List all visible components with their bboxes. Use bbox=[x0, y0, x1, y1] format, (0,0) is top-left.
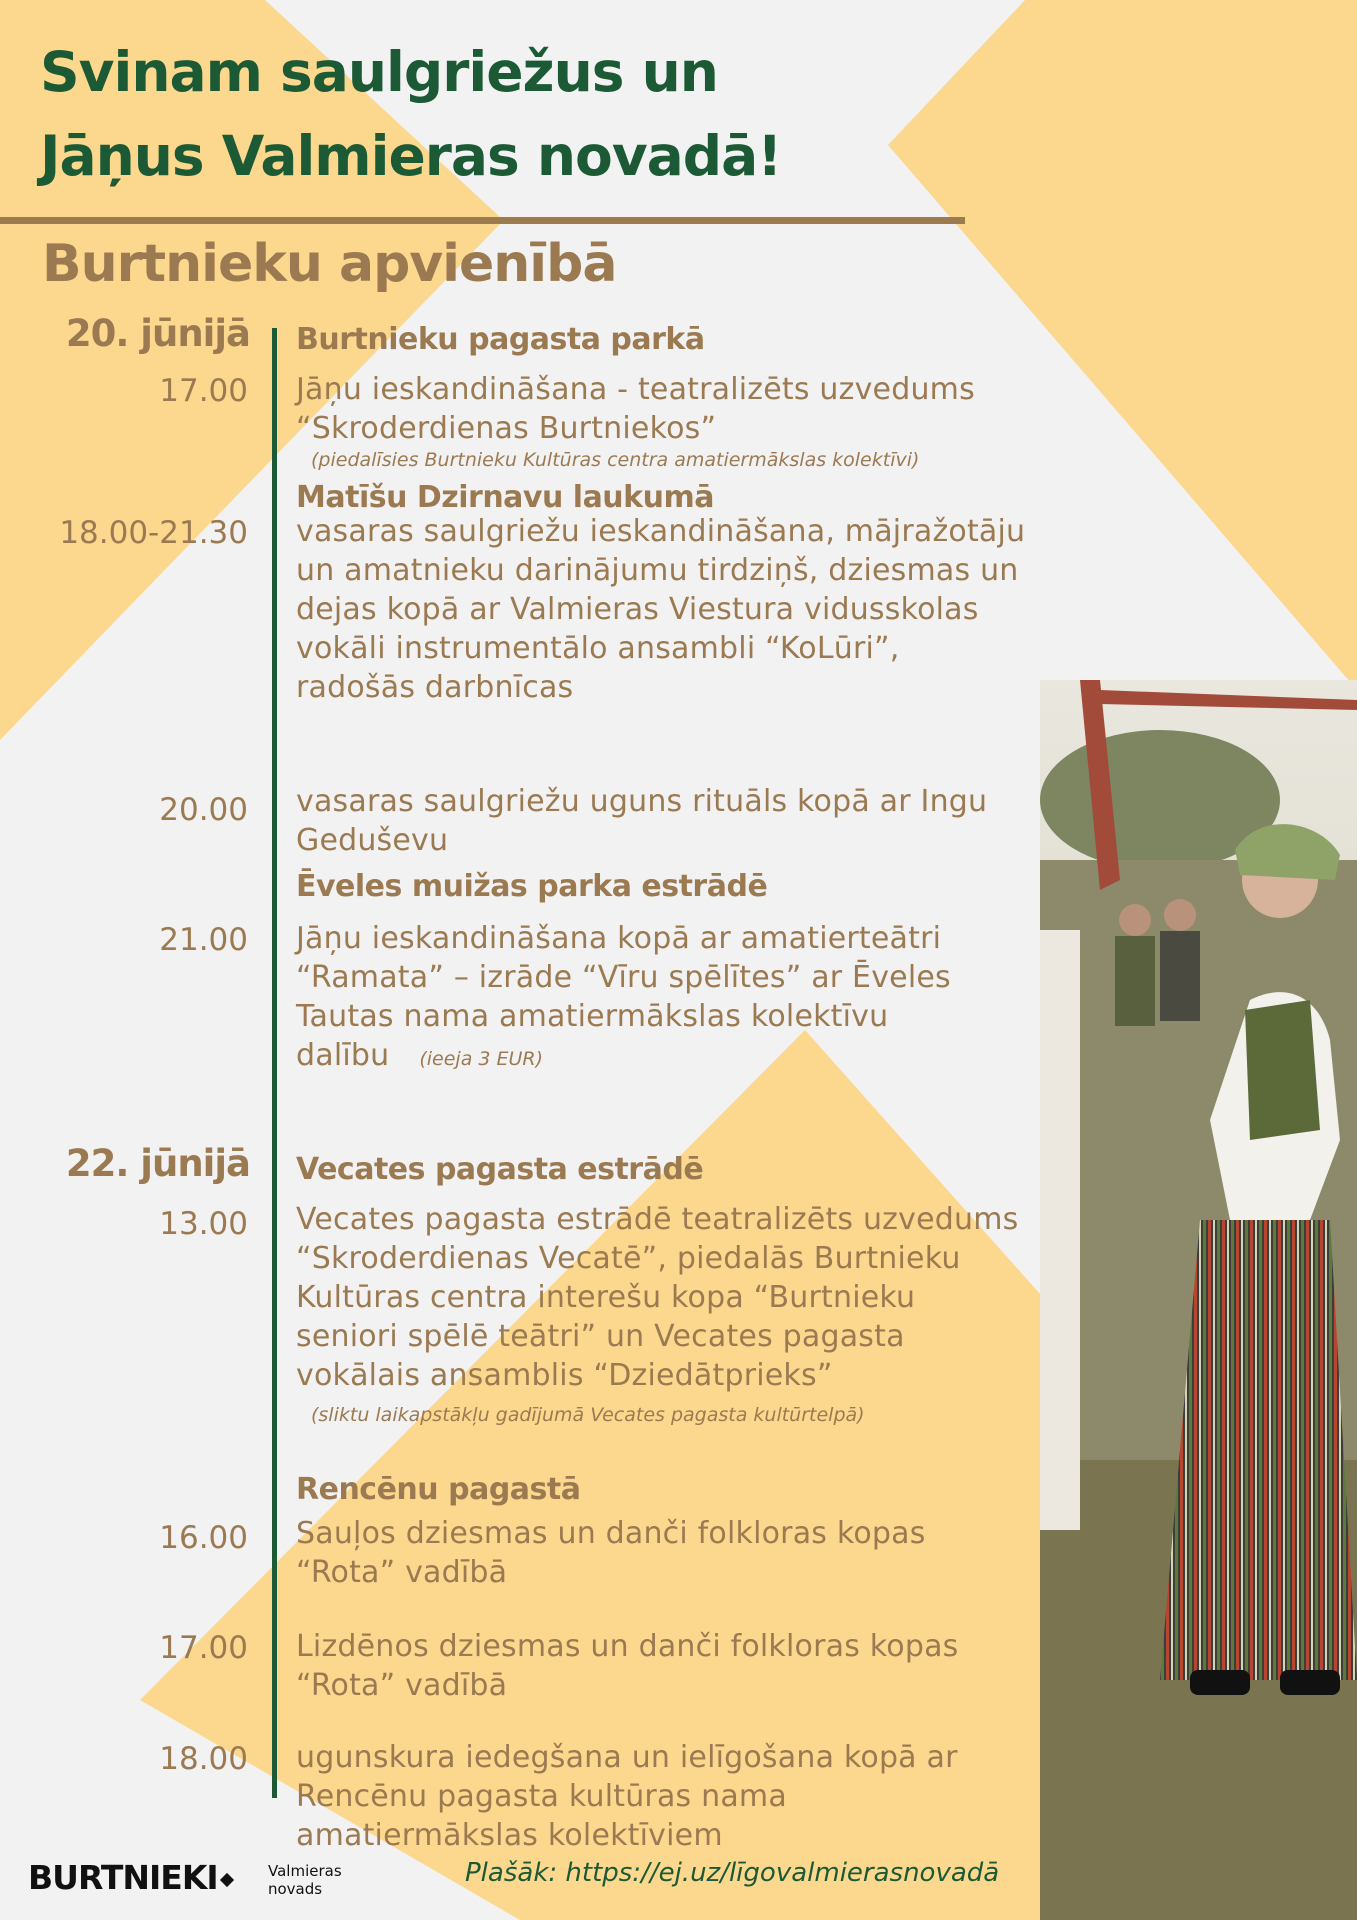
venue-name: Ēveles muižas parka estrādē bbox=[296, 869, 768, 904]
divider bbox=[0, 217, 965, 224]
logo-subtitle bbox=[268, 1862, 342, 1898]
event-description: vasaras saulgriežu uguns rituāls kopā ar Ingu Geduševu bbox=[296, 784, 988, 858]
venue-name: Rencēnu pagastā bbox=[296, 1472, 581, 1507]
event-description: vasaras saulgriežu ieskandināšana, mājražotāju un amatnieku darinājumu tirdziņš, dziesmas un dejas kopā ar Valmieras Viestura vidusskolas vokāli instrumentālo ansambli “KoLūri”, radošās darbnīcas bbox=[296, 514, 1026, 705]
event-description bbox=[296, 919, 1026, 1079]
event-time: 21.00 bbox=[159, 922, 248, 958]
event-time: 18.00 bbox=[159, 1741, 248, 1777]
region-heading: Burtnieku apvienībā bbox=[42, 234, 617, 294]
timeline-line bbox=[272, 328, 277, 1798]
day-date: 22. jūnijā bbox=[65, 1142, 250, 1185]
page-title bbox=[40, 30, 781, 198]
venue-name: Matīšu Dzirnavu laukumā bbox=[296, 480, 714, 515]
more-info-link[interactable]: Plašāk: https://ej.uz/līgovalmierasnovadā bbox=[465, 1858, 1000, 1888]
festival-photo-image bbox=[1040, 680, 1357, 1920]
logo-subtitle-line-2: novads bbox=[268, 1880, 323, 1898]
event-time: 17.00 bbox=[159, 1630, 248, 1666]
event-time: 20.00 bbox=[159, 792, 248, 828]
event-time: 16.00 bbox=[159, 1520, 248, 1556]
event-description: Sauļos dziesmas un danči folkloras kopas “Rota” vadībā bbox=[296, 1516, 926, 1590]
logo-subtitle-line-1: Valmieras bbox=[268, 1862, 342, 1880]
event-description-text: Jāņu ieskandināšana kopā ar amatierteātri “Ramata” – izrāde “Vīru spēlītes” ar Ēveles Tautas nama amatiermākslas kolektīvu dalību bbox=[296, 921, 951, 1073]
event-note: (sliktu laikapstākļu gadījumā Vecates pagasta kultūrtelpā) bbox=[311, 1404, 865, 1426]
event-description: ugunskura iedegšana un ielīgošana kopā ar Rencēnu pagasta kultūras nama amatiermākslas kolektīviem bbox=[296, 1740, 958, 1853]
logo-text: BURTNIEKI bbox=[28, 1858, 218, 1897]
day-date: 20. jūnijā bbox=[65, 312, 250, 355]
event-time: 18.00-21.30 bbox=[59, 515, 248, 551]
title-line-1: Svinam saulgriežus un bbox=[40, 40, 718, 104]
diamond-icon bbox=[220, 1872, 234, 1886]
event-description: Vecates pagasta estrādē teatralizēts uzvedums “Skroderdienas Vecatē”, piedalās Burtnieku Kultūras centra interešu kopa “Burtnieku seniori spēlē teātri” un Vecates pagasta vokālais ansamblis “Dziedātprieks” bbox=[296, 1202, 1019, 1393]
event-description: Jāņu ieskandināšana - teatralizēts uzvedums “Skroderdienas Burtniekos” bbox=[296, 372, 975, 446]
event-note: (piedalīsies Burtnieku Kultūras centra amatiermākslas kolektīvi) bbox=[311, 449, 920, 471]
event-note: (ieeja 3 EUR) bbox=[419, 1048, 544, 1070]
event-time: 17.00 bbox=[159, 373, 248, 409]
event-description: Lizdēnos dziesmas un danči folkloras kopas “Rota” vadībā bbox=[296, 1629, 959, 1703]
event-time: 13.00 bbox=[159, 1206, 248, 1242]
festival-photo bbox=[1040, 680, 1357, 1920]
burtnieki-logo bbox=[28, 1858, 232, 1897]
title-line-2: Jāņus Valmieras novadā! bbox=[40, 124, 782, 188]
venue-name: Burtnieku pagasta parkā bbox=[296, 322, 705, 357]
venue-name: Vecates pagasta estrādē bbox=[296, 1152, 704, 1187]
